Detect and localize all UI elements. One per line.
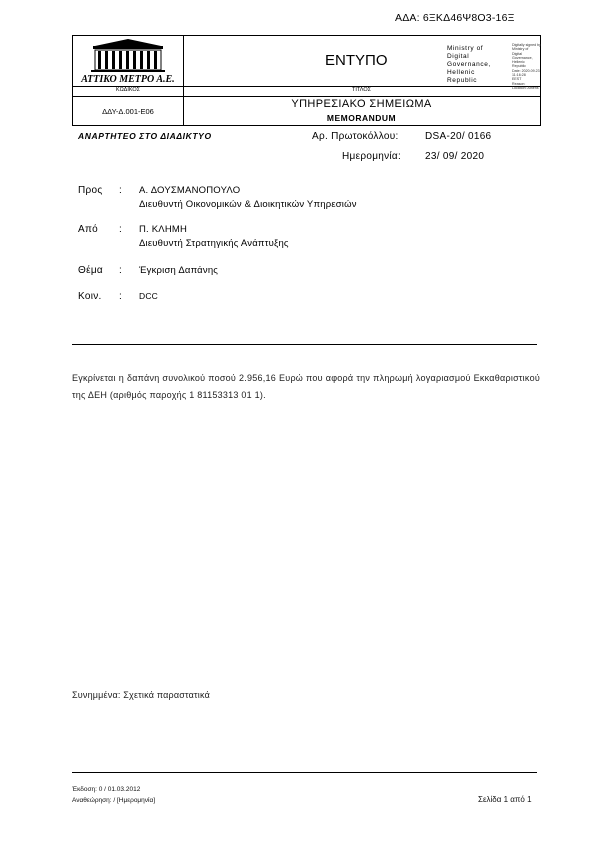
from-name: Π. ΚΛΗΜΗ: [139, 224, 188, 235]
date-value: 23/ 09/ 2020: [425, 151, 485, 162]
document-code: ΔΔΥ-Δ.001-Ε06: [102, 107, 154, 116]
edition: Έκδοση: 0 / 01.03.2012: [72, 786, 141, 793]
to-label: Προς: [78, 185, 103, 196]
ministry-stamp: Ministry of Digital Governance, Hellenic Republic: [447, 45, 491, 84]
digital-signature: Digitally signed by Ministry of Digital Governance, Hellenic Republic Date: 2020.09.23 11:16:28 EEST Reason: Location: Athens: [512, 43, 541, 90]
subject-label: Θέμα: [78, 265, 103, 276]
publish-note: ΑΝΑΡΤΗΤΕΟ ΣΤΟ ΔΙΑΔΙΚΤΥΟ: [78, 131, 212, 141]
form-title: ΕΝΤΥΠΟ: [325, 52, 388, 69]
protocol-label: Αρ. Πρωτοκόλλου:: [312, 131, 399, 142]
from-label: Από: [78, 224, 99, 235]
attiko-metro-logo: [79, 38, 177, 84]
ada-code: ΑΔΑ: 6ΞΚΔ46Ψ8Ο3-16Ξ: [395, 12, 515, 24]
cc-colon: :: [119, 291, 122, 302]
document-title: ΥΠΗΡΕΣΙΑΚΟ ΣΗΜΕΙΩΜΑ: [291, 98, 432, 110]
from-colon: :: [119, 224, 122, 235]
body-text: Εγκρίνεται η δαπάνη συνολικού ποσού 2.956,16 Ευρώ που αφορά την πληρωμή λογαριασμού Εκκαθαριστικού της ΔΕΗ (αριθμός παροχής 1 81153313 01 1).: [72, 373, 540, 400]
document-subtitle: MEMORANDUM: [326, 113, 397, 123]
attachments: Συνημμένα: Σχετικά παραστατικά: [72, 690, 210, 700]
footer-divider: [72, 772, 537, 773]
divider: [72, 344, 537, 345]
revision: Αναθεώρηση: / [Ημερομηνία]: [72, 797, 156, 804]
to-colon: :: [119, 185, 122, 196]
cc-label: Κοιν.: [78, 291, 102, 302]
from-role: Διευθυντή Στρατηγικής Ανάπτυξης: [139, 238, 289, 249]
building-logo-icon: [79, 38, 177, 84]
title-column-label: ΤΙΤΛΟΣ: [351, 87, 372, 93]
to-name: Α. ΔΟΥΣΜΑΝΟΠΟΥΛΟ: [139, 185, 241, 196]
subject-colon: :: [119, 265, 122, 276]
code-column-label: ΚΩΔΙΚΟΣ: [115, 87, 141, 93]
cc-value: DCC: [139, 291, 159, 301]
subject-value: Έγκριση Δαπάνης: [139, 265, 219, 276]
to-role: Διευθυντή Οικονομικών & Διοικητικών Υπηρεσιών: [139, 199, 357, 210]
protocol-value: DSA-20/ 0166: [425, 131, 492, 142]
page-number: Σελίδα 1 από 1: [478, 795, 532, 804]
date-label: Ημερομηνία:: [342, 151, 402, 162]
document-header: [72, 35, 541, 126]
svg-text:ΑΤΤΙΚΟ ΜΕΤΡΟ Α.Ε.: ΑΤΤΙΚΟ ΜΕΤΡΟ Α.Ε.: [81, 74, 175, 84]
